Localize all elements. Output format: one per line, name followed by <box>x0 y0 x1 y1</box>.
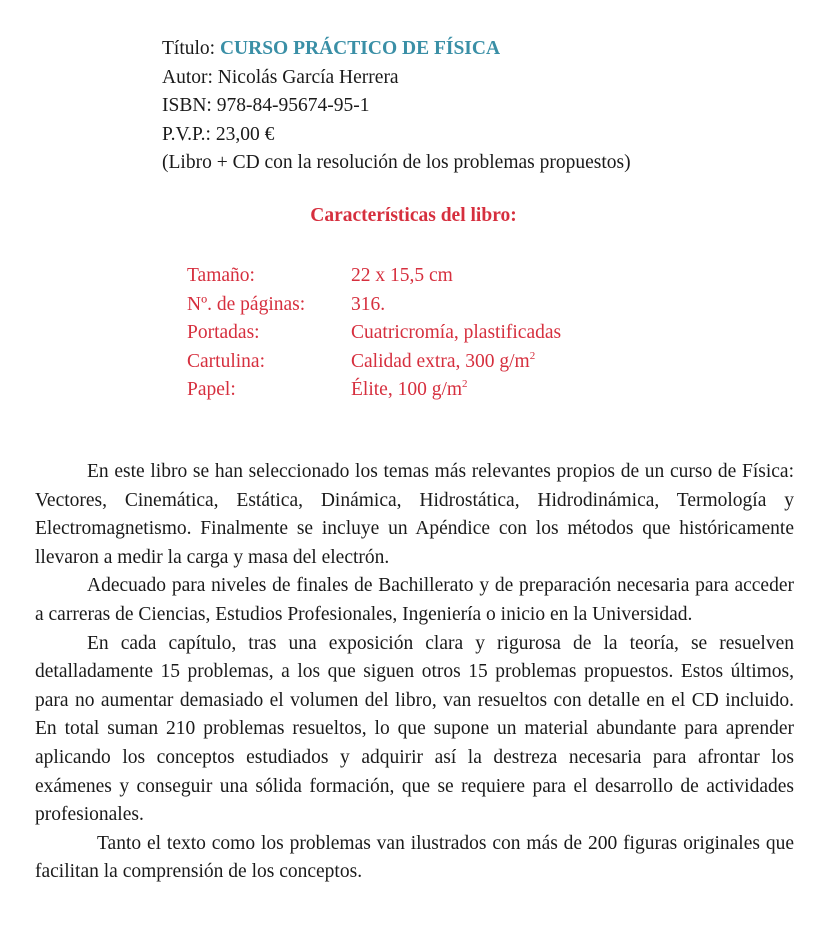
feature-value <box>351 348 535 377</box>
paper-weight: Élite, 100 g/m <box>351 379 463 400</box>
includes-line: (Libro + CD con la resolución de los problemas propuestos) <box>162 152 631 173</box>
feature-value: 316. <box>351 293 386 315</box>
title-label: Título: <box>162 38 220 59</box>
feature-value: Cuatricromía, plastificadas <box>351 322 562 343</box>
isbn-line: ISBN: 978-84-95674-95-1 <box>162 95 370 116</box>
book-title: CURSO PRÁCTICO DE FÍSICA <box>219 38 501 59</box>
paper-exponent: 2 <box>462 378 468 390</box>
feature-row-covers <box>187 319 561 348</box>
feature-row-size <box>187 262 561 291</box>
feature-row-pages <box>187 291 561 320</box>
feature-value <box>351 376 468 405</box>
feature-label: Nº. de páginas: <box>187 293 306 315</box>
description-paragraph-1: En este libro se han seleccionado los temas más relevantes propios de un curso de Física: Vectores, Cinemática, Estática, Dinámica, Hidrostática, Hidrodinámica, Termología y Electromagnetismo. Finalmente se incluye un Apéndice con los métodos que históricamente llevaron a medir la carga y masa del electrón. <box>35 461 794 568</box>
title-row <box>162 35 631 64</box>
description-paragraph-2: Adecuado para niveles de finales de Bachillerato y de preparación necesaria para acceder a carreras de Ciencias, Estudios Profesionales, Ingeniería o inicio en la Universidad. <box>35 575 794 625</box>
feature-row-card <box>187 348 561 377</box>
card-exponent: 2 <box>529 349 536 362</box>
feature-label: Cartulina: <box>187 350 265 372</box>
description-paragraph-4: Tanto el texto como los problemas van ilustrados con más de 200 figuras originales que facilitan la comprensión de los conceptos. <box>35 832 794 883</box>
price-line: P.V.P.: 23,00 € <box>162 123 275 145</box>
book-description <box>35 458 794 887</box>
feature-value: 22 x 15,5 cm <box>351 265 453 286</box>
feature-label: Papel: <box>187 379 236 400</box>
feature-row-paper <box>187 376 561 405</box>
features-heading: Características del libro: <box>310 205 517 226</box>
author-line: Autor: Nicolás García Herrera <box>162 66 399 88</box>
description-paragraph-3: En cada capítulo, tras una exposición clara y rigurosa de la teoría, se resuelven detalladamente 15 problemas, a los que siguen otros 15 problemas propuestos. Estos últimos, para no aumentar demasiado el volumen del libro, van resueltos con detalle en el CD incluido. En total suman 210 problemas resueltos, lo que supone un material abundante para aprender aplicando los conceptos estudiados y adquirir así la destreza necesaria para afrontar los exámenes y conseguir una sólida formación, que se requiere para el desarrollo de actividades profesionales. <box>35 632 794 826</box>
book-metadata <box>162 35 631 178</box>
card-weight: Calidad extra, 300 g/m <box>351 350 530 372</box>
feature-label: Portadas: <box>187 322 260 343</box>
features-table <box>187 262 561 405</box>
feature-label: Tamaño: <box>187 265 255 286</box>
